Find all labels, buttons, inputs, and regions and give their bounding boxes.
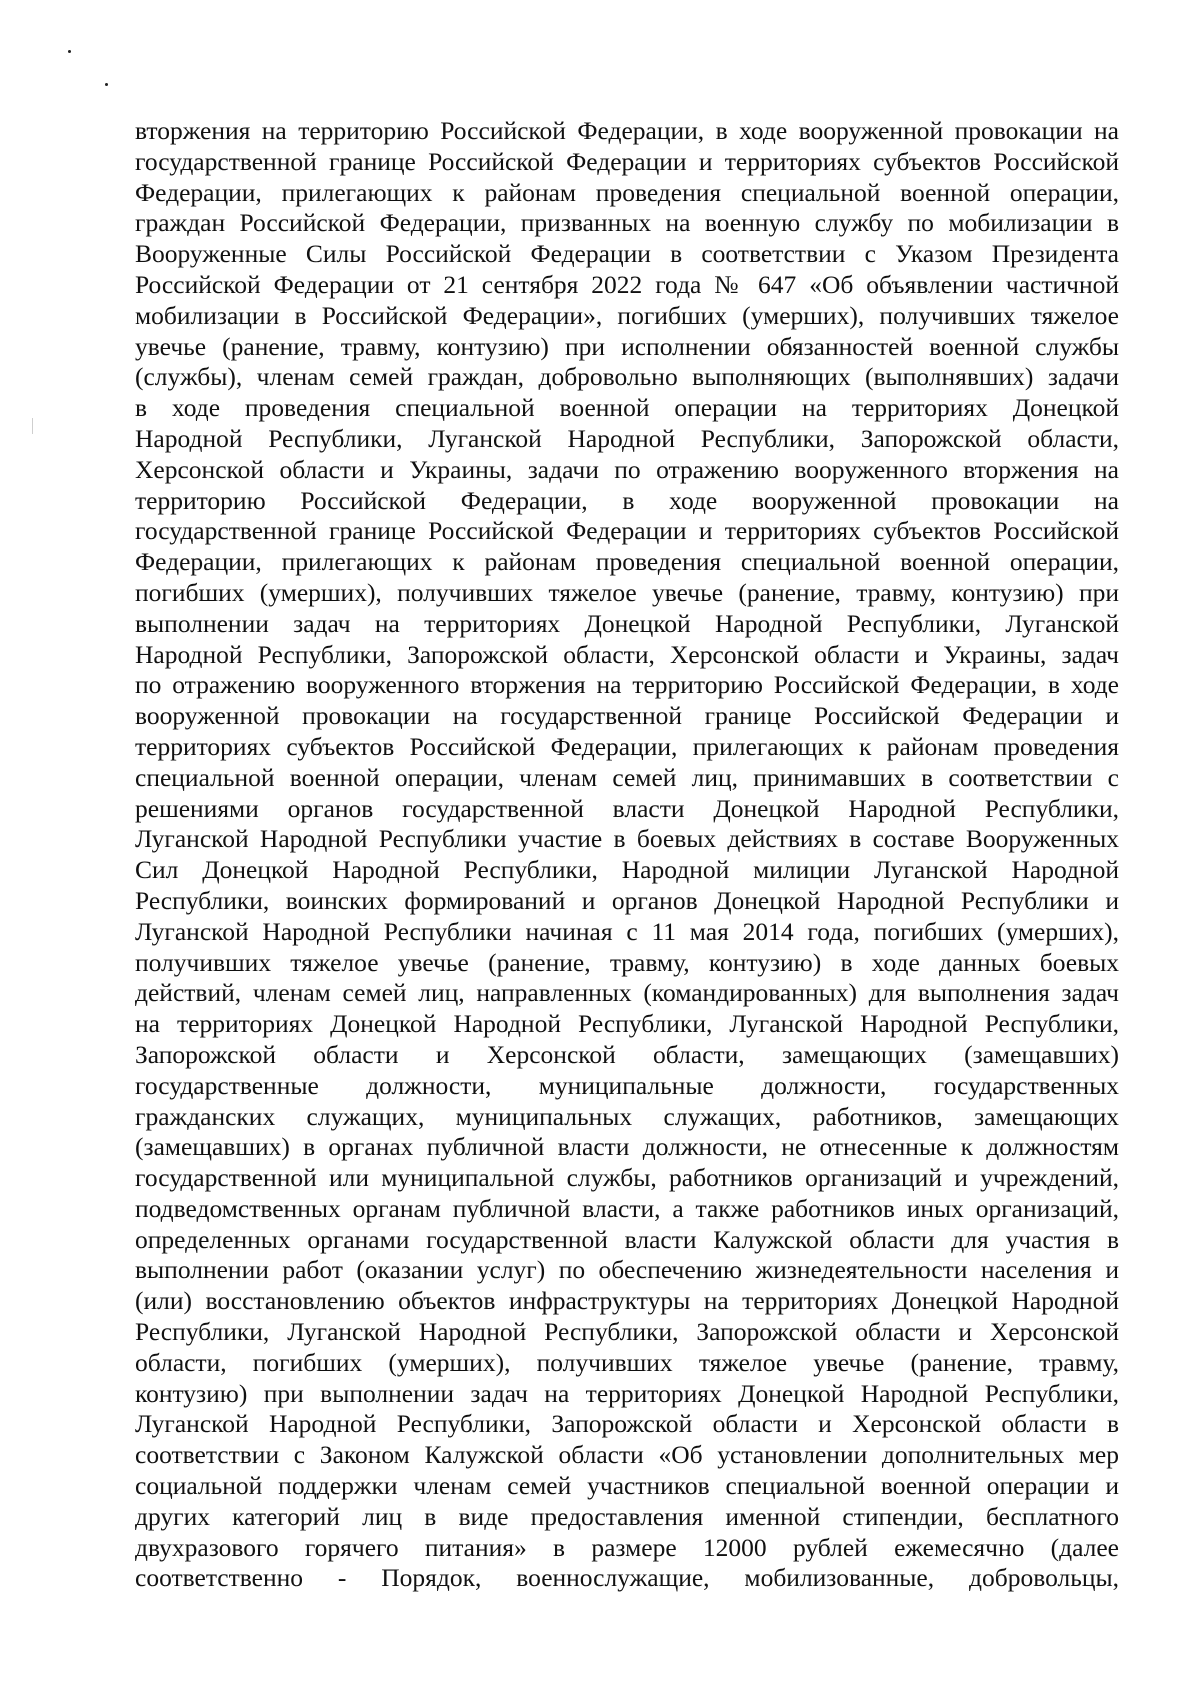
text-line: Луганской Народной Республики, Запорожской области и Херсонской области в: [135, 1409, 1119, 1439]
text-line: Сил Донецкой Народной Республики, Народной милиции Луганской Народной: [135, 855, 1119, 885]
text-line: действий, членам семей лиц, направленных (командированных) для выполнения задач: [135, 978, 1119, 1008]
text-line: Запорожской области и Херсонской области, замещающих (замещавших): [135, 1039, 1119, 1069]
text-line: выполнении задач на территориях Донецкой Народной Республики, Луганской: [135, 608, 1119, 638]
text-line: Луганской Народной Республики начиная с 11 мая 2014 года, погибших (умерших),: [135, 916, 1119, 946]
text-line: государственной границе Российской Федерации и территориях субъектов Российской: [135, 146, 1119, 176]
text-line: других категорий лиц в виде предоставления именной стипендии, бесплатного: [135, 1501, 1119, 1531]
text-line: определенных органами государственной власти Калужской области для участия в: [135, 1224, 1119, 1254]
text-line: выполнении работ (оказании услуг) по обеспечению жизнедеятельности населения и: [135, 1255, 1119, 1285]
text-line: вторжения на территорию Российской Федерации, в ходе вооруженной провокации на: [135, 116, 1119, 145]
text-line: погибших (умерших), получивших тяжелое увечье (ранение, травму, контузию) при: [135, 577, 1119, 607]
text-line: Республики, воинских формирований и органов Донецкой Народной Республики и: [135, 885, 1119, 915]
text-line: Российской Федерации от 21 сентября 2022 года № 647 «Об объявлении частичной: [135, 269, 1119, 299]
text-line: двухразового горячего питания» в размере 12000 рублей ежемесячно (далее: [135, 1532, 1119, 1562]
text-line: Луганской Народной Республики участие в боевых действиях в составе Вооруженных: [135, 824, 1119, 854]
text-line: специальной военной операции, членам семей лиц, принимавших в соответствии с: [135, 762, 1119, 792]
text-line: области, погибших (умерших), получивших тяжелое увечье (ранение, травму,: [135, 1347, 1119, 1377]
text-line: соответственно - Порядок, военнослужащие, мобилизованные, добровольцы,: [135, 1563, 1119, 1593]
text-line: Херсонской области и Украины, задачи по отражению вооруженного вторжения на: [135, 454, 1119, 484]
text-line: Народной Республики, Луганской Народной Республики, Запорожской области,: [135, 423, 1119, 453]
text-line: по отражению вооруженного вторжения на территорию Российской Федерации, в ходе: [135, 670, 1119, 700]
text-line: государственной или муниципальной службы, работников организаций и учреждений,: [135, 1163, 1119, 1193]
text-line: государственные должности, муниципальные должности, государственных: [135, 1070, 1119, 1100]
text-line: территорию Российской Федерации, в ходе вооруженной провокации на: [135, 485, 1119, 515]
text-line: контузию) при выполнении задач на территориях Донецкой Народной Республики,: [135, 1378, 1119, 1408]
text-line: мобилизации в Российской Федерации», погибших (умерших), получивших тяжелое: [135, 300, 1119, 330]
text-line: Федерации, прилегающих к районам проведения специальной военной операции,: [135, 177, 1119, 207]
text-line: граждан Российской Федерации, призванных на военную службу по мобилизации в: [135, 208, 1119, 238]
text-line: подведомственных органам публичной власти, а также работников иных организаций,: [135, 1193, 1119, 1223]
text-line: гражданских служащих, муниципальных служащих, работников, замещающих: [135, 1101, 1119, 1131]
scan-speck: [105, 83, 108, 86]
document-body-text: [135, 116, 1119, 1594]
scan-speck: [68, 50, 71, 53]
text-line: получивших тяжелое увечье (ранение, травму, контузию) в ходе данных боевых: [135, 947, 1119, 977]
text-line: Народной Республики, Запорожской области, Херсонской области и Украины, задач: [135, 639, 1119, 669]
text-line: (замещавших) в органах публичной власти должности, не отнесенные к должностям: [135, 1132, 1119, 1162]
text-line: Республики, Луганской Народной Республики, Запорожской области и Херсонской: [135, 1317, 1119, 1347]
text-line: увечье (ранение, травму, контузию) при исполнении обязанностей военной службы: [135, 331, 1119, 361]
text-line: (или) восстановлению объектов инфраструктуры на территориях Донецкой Народной: [135, 1286, 1119, 1316]
text-line: Вооруженные Силы Российской Федерации в соответствии с Указом Президента: [135, 239, 1119, 269]
text-line: социальной поддержки членам семей участников специальной военной операции и: [135, 1471, 1119, 1501]
text-line: в ходе проведения специальной военной операции на территориях Донецкой: [135, 393, 1119, 423]
text-line: вооруженной провокации на государственной границе Российской Федерации и: [135, 701, 1119, 731]
text-line: на территориях Донецкой Народной Республики, Луганской Народной Республики,: [135, 1009, 1119, 1039]
text-line: территориях субъектов Российской Федерации, прилегающих к районам проведения: [135, 731, 1119, 761]
text-line: Федерации, прилегающих к районам проведения специальной военной операции,: [135, 547, 1119, 577]
text-line: государственной границе Российской Федерации и территориях субъектов Российской: [135, 516, 1119, 546]
scan-edge-mark: [32, 418, 33, 434]
text-line: решениями органов государственной власти Донецкой Народной Республики,: [135, 793, 1119, 823]
text-line: соответствии с Законом Калужской области «Об установлении дополнительных мер: [135, 1440, 1119, 1470]
text-line: (службы), членам семей граждан, добровольно выполняющих (выполнявших) задачи: [135, 362, 1119, 392]
